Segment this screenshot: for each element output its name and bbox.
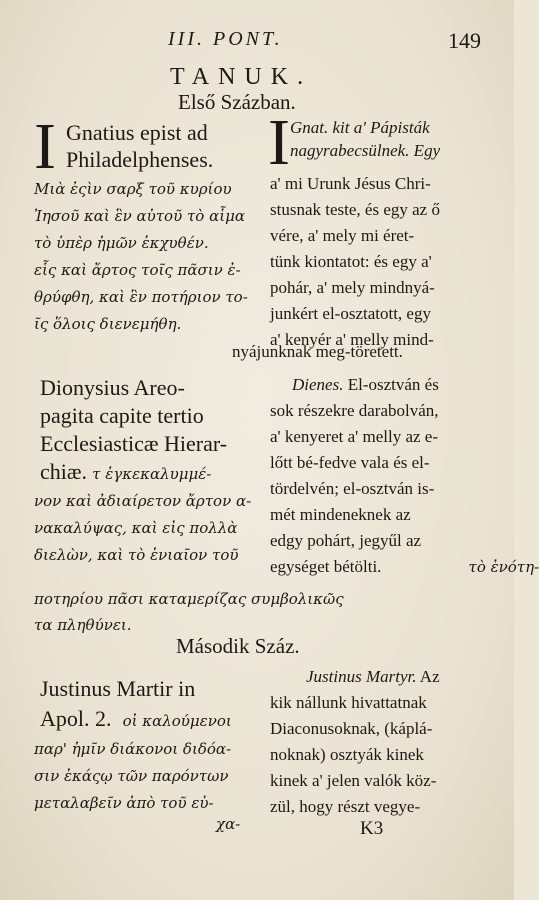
translation-line: pohár, a' mely mindnyá-	[270, 278, 435, 297]
justinus-hungarian-translation	[270, 664, 440, 820]
greek-line: μεταλαβεῖν ἀπὸ τοῦ εὐ-	[34, 794, 214, 812]
citation-line: Gnatius epist ad	[66, 120, 208, 145]
citation-line: Philadelphenses.	[66, 147, 214, 172]
ignatius-hungarian-head	[290, 114, 440, 164]
translation-line: a' kenyér a' melly mind-	[270, 330, 434, 349]
greek-line: θρύφθη, καὶ ἓν ποτήριον το-	[34, 288, 248, 306]
translation-line: sok részekre darabolván,	[270, 401, 439, 420]
translation-line: edgy pohárt, jegyűl az	[270, 531, 422, 550]
ignatius-greek-quote	[34, 176, 248, 338]
translation-line: a' mi Urunk Jésus Chri-	[270, 174, 431, 193]
translation-line-last	[270, 554, 539, 580]
citation-text: Apol. 2.	[40, 706, 112, 731]
translation-line: nagyrabecsülnek. Egy	[290, 141, 441, 160]
translation-line: kik nállunk hivattatnak	[270, 693, 427, 712]
drop-cap-right: I	[268, 106, 290, 179]
translation-line: tördelvén; el-osztván is-	[270, 479, 435, 498]
translation-line: tünk kiontatot: és egy a'	[270, 252, 432, 271]
citation-line: Dionysius Areo-	[40, 375, 185, 400]
signature-mark: K3	[360, 818, 384, 839]
translation-line-first	[270, 372, 539, 398]
greek-text: τ ἐγκεκαλυμμέ-	[92, 465, 212, 483]
translation-line: kinek a' jelen valók köz-	[270, 771, 437, 790]
citation-text: chiæ.	[40, 459, 88, 484]
greek-full-width-line: ποτηρίου πᾶσι καταμερίζας συμβολικῶς	[34, 590, 344, 608]
section-heading-first-century: Első Százban.	[178, 90, 296, 114]
greek-text: τὸ ἑνότη-	[468, 558, 539, 576]
greek-line: ῖς ὅλοις διενεμήθη.	[34, 315, 182, 333]
greek-line: νακαλύψας, καὶ εἰς πολλὰ	[34, 519, 238, 537]
translation-line: noknak) osztyák kinek	[270, 745, 424, 764]
section-heading-second-century: Második Száz.	[176, 634, 300, 658]
greek-line: παρ' ἡμῖν διάκονοι διδόα-	[34, 740, 232, 758]
citation-line: pagita capite tertio	[40, 403, 204, 428]
greek-line: Ἰησοῦ καὶ ἓν αὐτοῦ τὸ αἷμα	[34, 207, 245, 225]
translation-line-first	[270, 664, 440, 690]
page-heading: TANUK.	[170, 64, 313, 90]
greek-catchword: χα-	[216, 815, 241, 833]
translation-line: Diaconusoknak, (káplá-	[270, 719, 433, 738]
greek-line: διελὼν, καὶ τὸ ἑνιαῖον τοῦ	[34, 546, 239, 564]
translation-text: El-osztván és	[343, 375, 439, 394]
translation-line: stusnak teste, és egy az ő	[270, 200, 440, 219]
page-number: 149	[448, 28, 481, 53]
justinus-greek-quote	[34, 736, 231, 817]
greek-full-width-line: τα πληθύνει.	[34, 616, 132, 634]
greek-line: νον καὶ ἀδιαίρετον ἄρτον α-	[34, 492, 252, 510]
running-title: III. PONT.	[168, 28, 283, 50]
greek-line: Μιὰ ἐςὶν σαρξ τοῦ κυρίου	[34, 180, 232, 198]
translation-text: egységet bétölti.	[270, 557, 382, 576]
ignatius-citation	[66, 119, 213, 173]
dionysius-greek-quote	[34, 488, 251, 569]
citation-line-mixed	[40, 704, 232, 734]
citation-line: Justinus Martir in	[40, 676, 196, 701]
citation-line: Ecclesiasticæ Hierar-	[40, 431, 228, 456]
translation-line: junkért el-osztatott, egy	[270, 304, 431, 323]
greek-line: εἷς καὶ ἄρτος τοῖς πᾶσιν ἐ-	[34, 261, 241, 279]
translation-text: Az	[416, 667, 440, 686]
translation-line: a' kenyeret a' melly az e-	[270, 427, 438, 446]
translation-line: mét mindeneknek az	[270, 505, 411, 524]
translation-line: lőtt bé-fedve vala és el-	[270, 453, 430, 472]
author-name: Justinus Martyr.	[306, 667, 417, 686]
drop-cap-left: I	[34, 110, 56, 183]
greek-line: σιν ἑκάςῳ τῶν παρόντων	[34, 767, 229, 785]
ignatius-hungarian-translation	[270, 171, 440, 353]
translation-line: vére, a' mely mi éret-	[270, 226, 415, 245]
translation-line: zül, hogy részt vegye-	[270, 797, 421, 816]
dionysius-citation	[40, 374, 227, 486]
justinus-citation	[40, 674, 232, 734]
greek-line: τὸ ὑπὲρ ἡμῶν ἐκχυθέν.	[34, 234, 209, 252]
dionysius-hungarian-translation	[270, 372, 539, 580]
citation-line-mixed	[40, 458, 227, 486]
translation-line-full-width: nyájunknak meg-töretett.	[232, 342, 403, 361]
greek-text: οἱ καλούμενοι	[122, 712, 232, 730]
translation-line: Gnat. kit a' Pápisták	[290, 118, 430, 137]
author-name: Dienes.	[292, 375, 344, 394]
